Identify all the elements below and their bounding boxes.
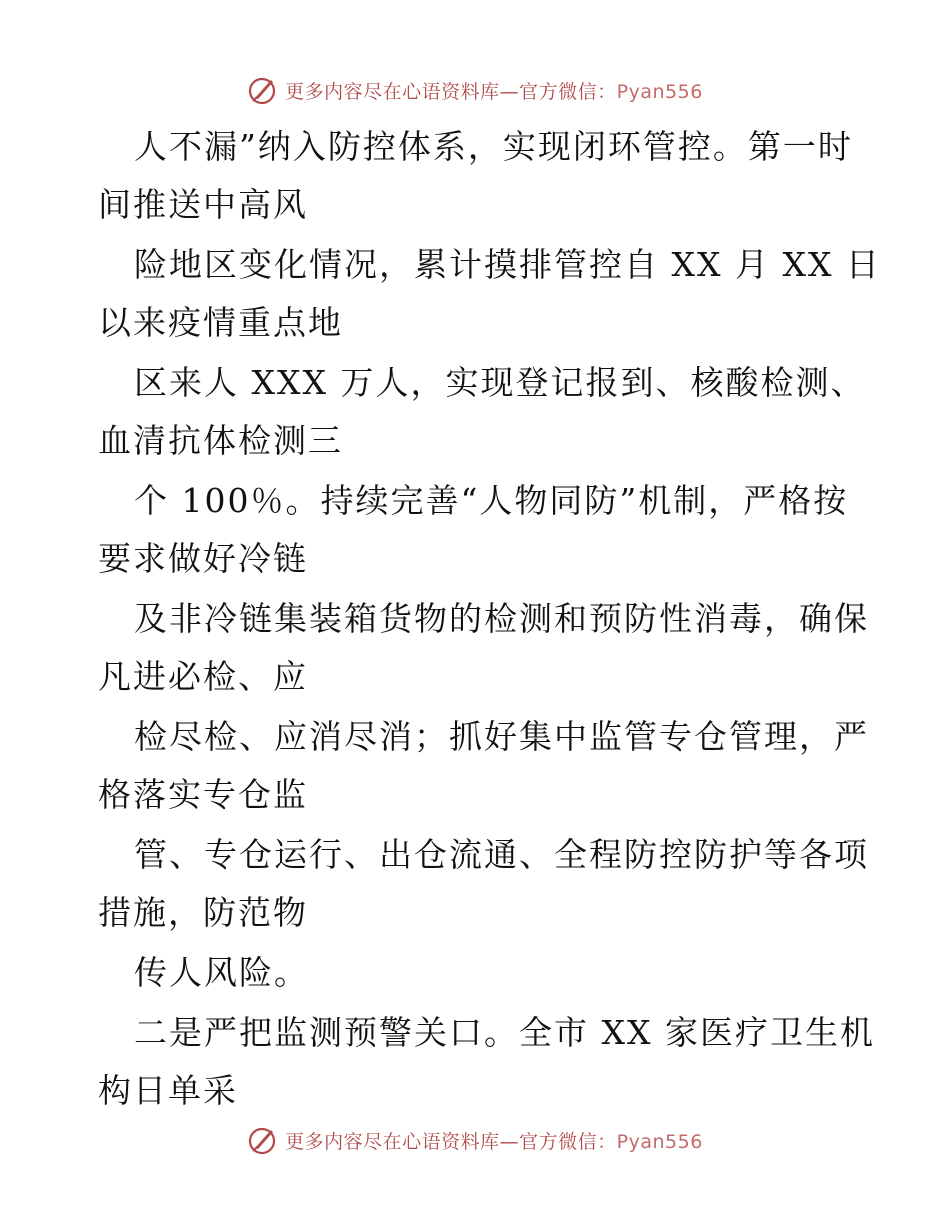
- footer-watermark: [0, 1120, 950, 1160]
- body-line: 要求做好冷链: [98, 539, 308, 578]
- body-line: 管、专仓运行、出仓流通、全程防控防护等各项: [134, 835, 869, 874]
- body-line: 间推送中高风: [98, 185, 308, 224]
- body-line: 格落实专仓监: [98, 775, 308, 814]
- body-line: 凡进必检、应: [98, 657, 308, 696]
- body-line: 人不漏”纳入防控体系，实现闭环管控。第一时: [134, 127, 853, 166]
- body-line: 二是严把监测预警关口。全市 XX 家医疗卫生机: [134, 1013, 875, 1052]
- watermark-wechat-id: Pyan556: [616, 80, 703, 103]
- body-line: 个 100％。持续完善“人物同防”机制，严格按: [134, 481, 849, 520]
- body-line: 及非冷链集装箱货物的检测和预防性消毒，确保: [134, 599, 869, 638]
- body-line: 区来人 XXX 万人，实现登记报到、核酸检测、: [134, 363, 866, 402]
- body-line: 措施，防范物: [98, 893, 308, 932]
- watermark-wechat-id: Pyan556: [616, 1130, 703, 1153]
- body-line: 传人风险。: [134, 953, 309, 992]
- watermark-label: 更多内容尽在心语资料库—官方微信：: [285, 1130, 617, 1153]
- body-line: 血清抗体检测三: [98, 421, 343, 460]
- watermark-text: [285, 77, 703, 104]
- body-line: 检尽检、应消尽消；抓好集中监管专仓管理，严: [134, 717, 869, 756]
- quill-logo-icon: [247, 1124, 279, 1156]
- body-line: 以来疫情重点地: [98, 303, 343, 342]
- header-watermark: [0, 70, 950, 110]
- watermark-text: [285, 1127, 703, 1154]
- quill-logo-icon: [247, 74, 279, 106]
- body-line: 构日单采: [98, 1071, 238, 1110]
- body-line: 险地区变化情况，累计摸排管控自 XX 月 XX 日: [134, 245, 881, 284]
- watermark-label: 更多内容尽在心语资料库—官方微信：: [285, 80, 617, 103]
